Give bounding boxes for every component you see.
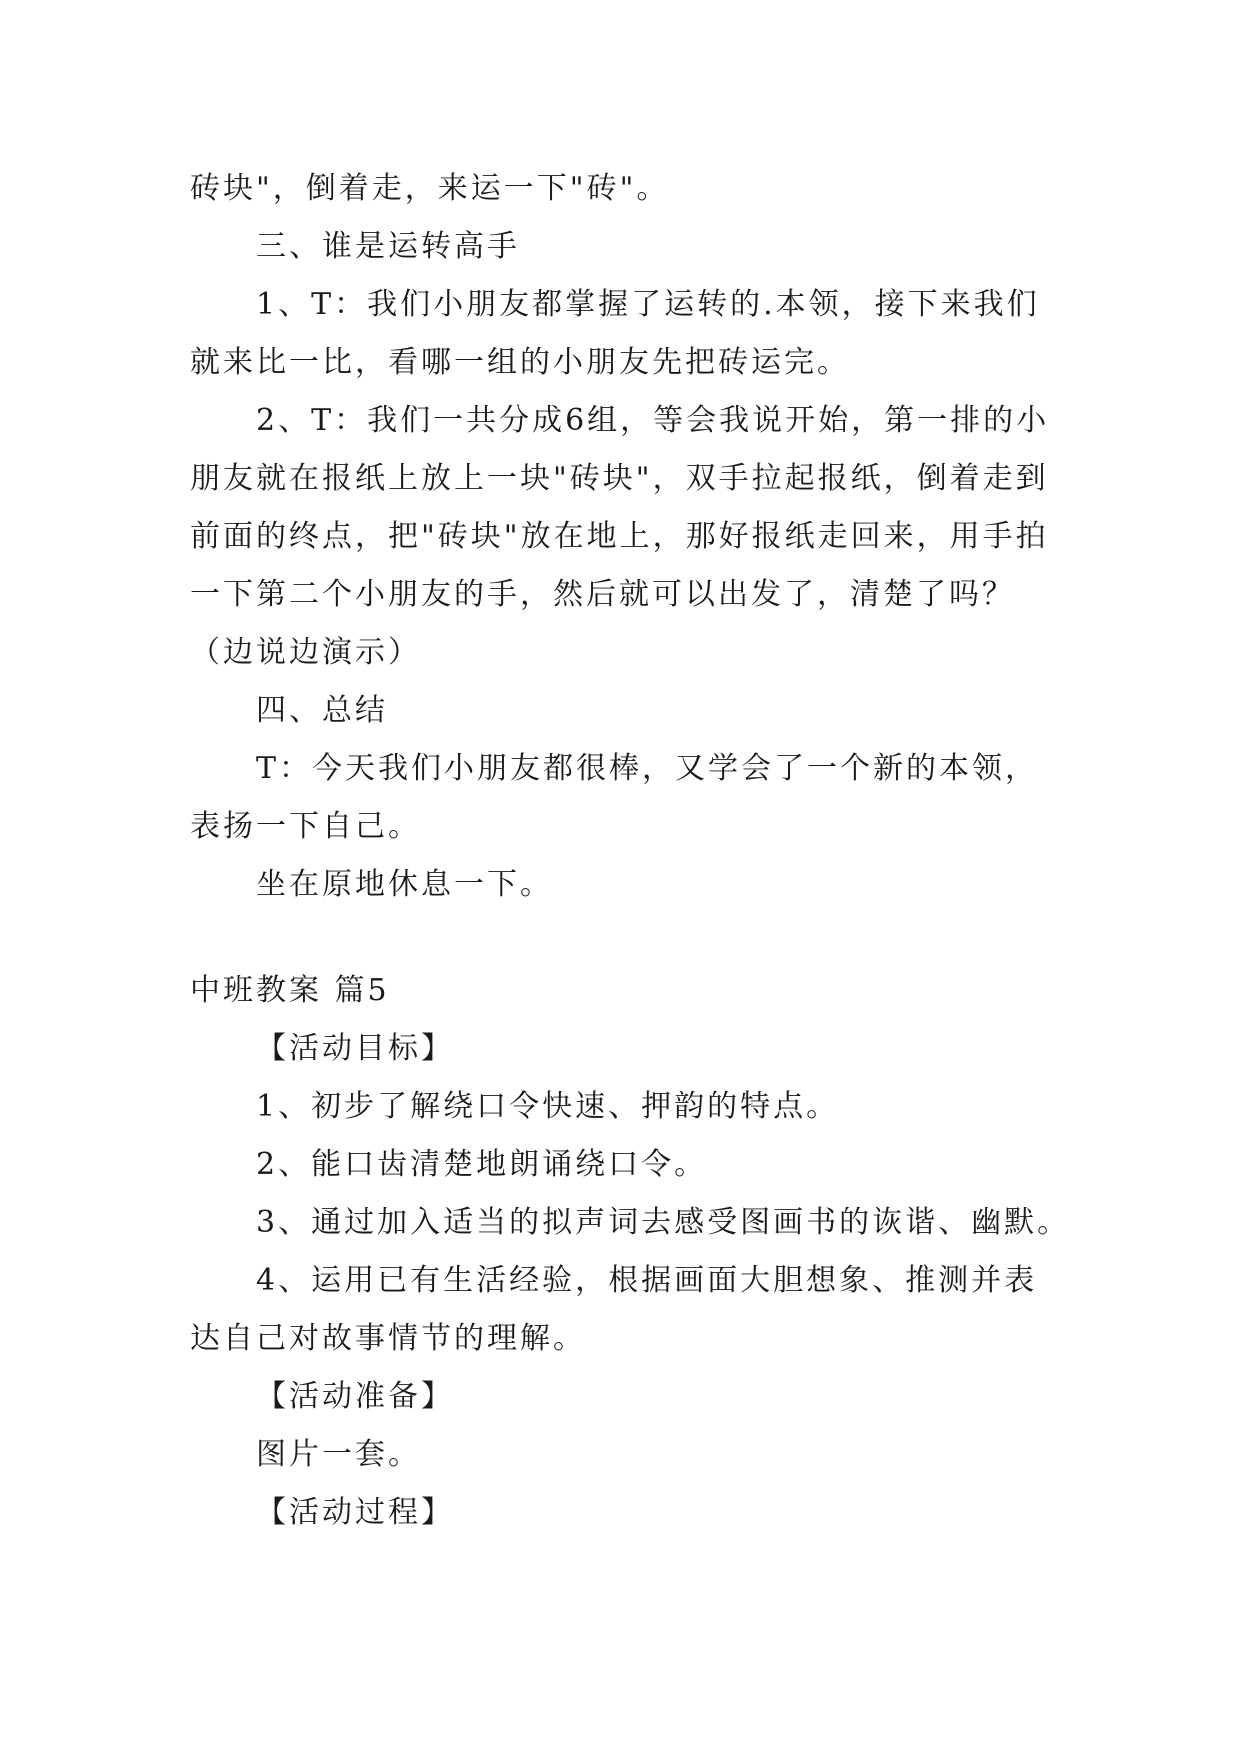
text-line: 坐在原地休息一下。 (256, 867, 553, 902)
text-line: （边说边演示） (190, 635, 421, 670)
text-line: 表扬一下自己。 (190, 809, 421, 844)
text-line: 3、通过加入适当的拟声词去感受图画书的诙谐、幽默。 (256, 1205, 1071, 1240)
document-page (190, 160, 1071, 1542)
text-line: 2、T：我们一共分成6组，等会我说开始，第一排的小 (256, 403, 1050, 438)
text-line: 4、运用已有生活经验，根据画面大胆想象、推测并表 (256, 1263, 1038, 1298)
lesson-title: 中班教案 篇5 (190, 973, 390, 1008)
section-heading: 三、谁是运转高手 (256, 229, 520, 264)
text-line: 2、能口齿清楚地朗诵绕口令。 (256, 1147, 708, 1182)
text-line: 就来比一比，看哪一组的小朋友先把砖运完。 (190, 345, 850, 380)
text-line: 砖块"，倒着走，来运一下"砖"。 (190, 171, 670, 206)
text-line: 前面的终点，把"砖块"放在地上，那好报纸走回来，用手拍 (190, 519, 1049, 554)
text-line: 达自己对故事情节的理解。 (190, 1321, 586, 1356)
text-line: 1、初步了解绕口令快速、押韵的特点。 (256, 1089, 840, 1124)
section-heading: 【活动过程】 (256, 1495, 454, 1530)
section-heading: 【活动目标】 (256, 1031, 454, 1066)
text-line: 图片一套。 (256, 1437, 421, 1472)
section-heading: 四、总结 (256, 693, 388, 728)
text-line: 朋友就在报纸上放上一块"砖块"，双手拉起报纸，倒着走到 (190, 461, 1049, 496)
text-line: T：今天我们小朋友都很棒，又学会了一个新的本领， (256, 751, 1039, 786)
section-heading: 【活动准备】 (256, 1379, 454, 1414)
text-line: 一下第二个小朋友的手，然后就可以出发了，清楚了吗？ (190, 577, 1015, 612)
text-line: 1、T：我们小朋友都掌握了运转的.本领，接下来我们 (256, 287, 1040, 322)
